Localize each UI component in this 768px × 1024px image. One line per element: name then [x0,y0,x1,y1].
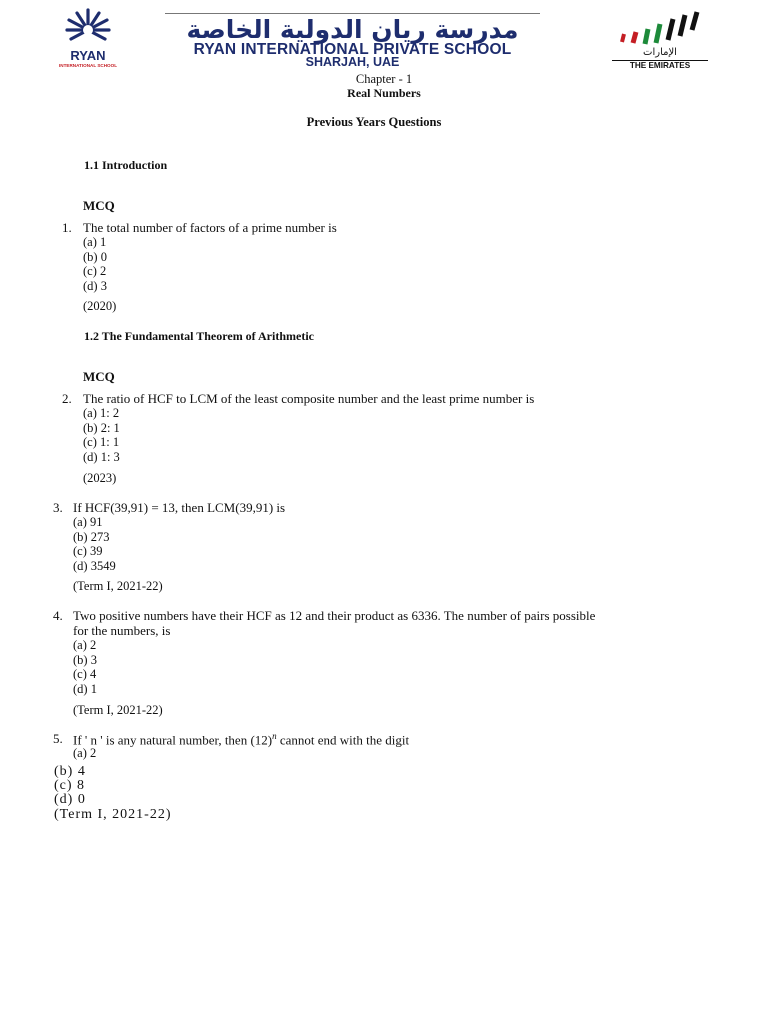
option: (d) 1: 3 [83,449,120,464]
option: (d) 0 [54,792,86,807]
logo-subtitle: INTERNATIONAL SCHOOL [58,63,118,68]
question-text-prefix: If ' n ' is any natural number, then (12) [73,732,273,748]
ryan-logo [58,6,118,48]
ryan-sunburst-icon [58,6,118,48]
exponent: n [272,731,277,741]
emirates-flag-icon [618,10,706,46]
option: (b) 3 [73,652,97,667]
school-name: RYAN INTERNATIONAL PRIVATE SCHOOL [193,41,512,58]
question-year: (Term I, 2021-22) [73,703,163,717]
option: (b) 273 [73,529,110,544]
question-text [73,731,409,748]
option: (a) 2 [73,746,97,760]
question-year: (2020) [83,299,117,313]
option-list [73,638,97,696]
question-number: 4. [53,608,63,623]
option: (c) 8 [54,778,86,793]
option: (a) 2 [73,638,97,652]
emirates-logo [618,10,706,46]
emirates-arabic: الإمارات [643,47,677,58]
chapter-number: Chapter - 1 [355,72,413,86]
chapter-title: Real Numbers [347,86,421,100]
logo-word: RYAN [70,48,106,63]
option-list [73,515,116,573]
question-year: (Term I, 2021-22) [73,579,163,593]
option: (a) 91 [73,515,103,529]
option-list [83,406,120,464]
question-text: If HCF(39,91) = 13, then LCM(39,91) is [73,500,286,515]
question-text: Two positive numbers have their HCF as 12 and their product as 6336. The number of pairs possible [73,608,596,623]
mcq-label: MCQ [83,369,115,384]
option: (d) 3 [83,278,107,293]
question-number: 1. [62,220,72,235]
header-rule [165,13,540,14]
question-year: (2023) [83,471,117,485]
option: (b) 0 [83,249,107,264]
option: (b) 4 [54,764,86,779]
mcq-label: MCQ [83,198,115,213]
emirates-english: THE EMIRATES [612,60,708,70]
section-heading: 1.1 Introduction [84,158,168,172]
question-year: (Term I, 2021-22) [54,807,172,822]
question-text-continued: for the numbers, is [73,623,171,638]
document-subtitle: Previous Years Questions [306,115,442,129]
option: (d) 3549 [73,558,116,573]
school-name-arabic: مدرسة ريان الدولية الخاصة [186,15,519,44]
question-number: 2. [62,391,72,406]
option: (c) 39 [73,544,103,558]
option: (a) 1: 2 [83,406,120,420]
option: (c) 1: 1 [83,435,120,449]
option-list [54,765,86,807]
option-list [83,235,107,293]
question-number: 3. [53,500,63,515]
question-text: The ratio of HCF to LCM of the least composite number and the least prime number is [83,391,535,406]
question-number: 5. [53,731,63,746]
option: (d) 1 [73,681,97,696]
question-text-suffix: cannot end with the digit [276,732,410,748]
option: (b) 2: 1 [83,420,120,435]
school-city: SHARJAH, UAE [305,55,400,69]
option: (a) 1 [83,235,107,249]
option: (c) 4 [73,667,97,681]
section-heading: 1.2 The Fundamental Theorem of Arithmetic [84,329,314,343]
question-text: The total number of factors of a prime number is [83,220,337,235]
option: (c) 2 [83,264,107,278]
